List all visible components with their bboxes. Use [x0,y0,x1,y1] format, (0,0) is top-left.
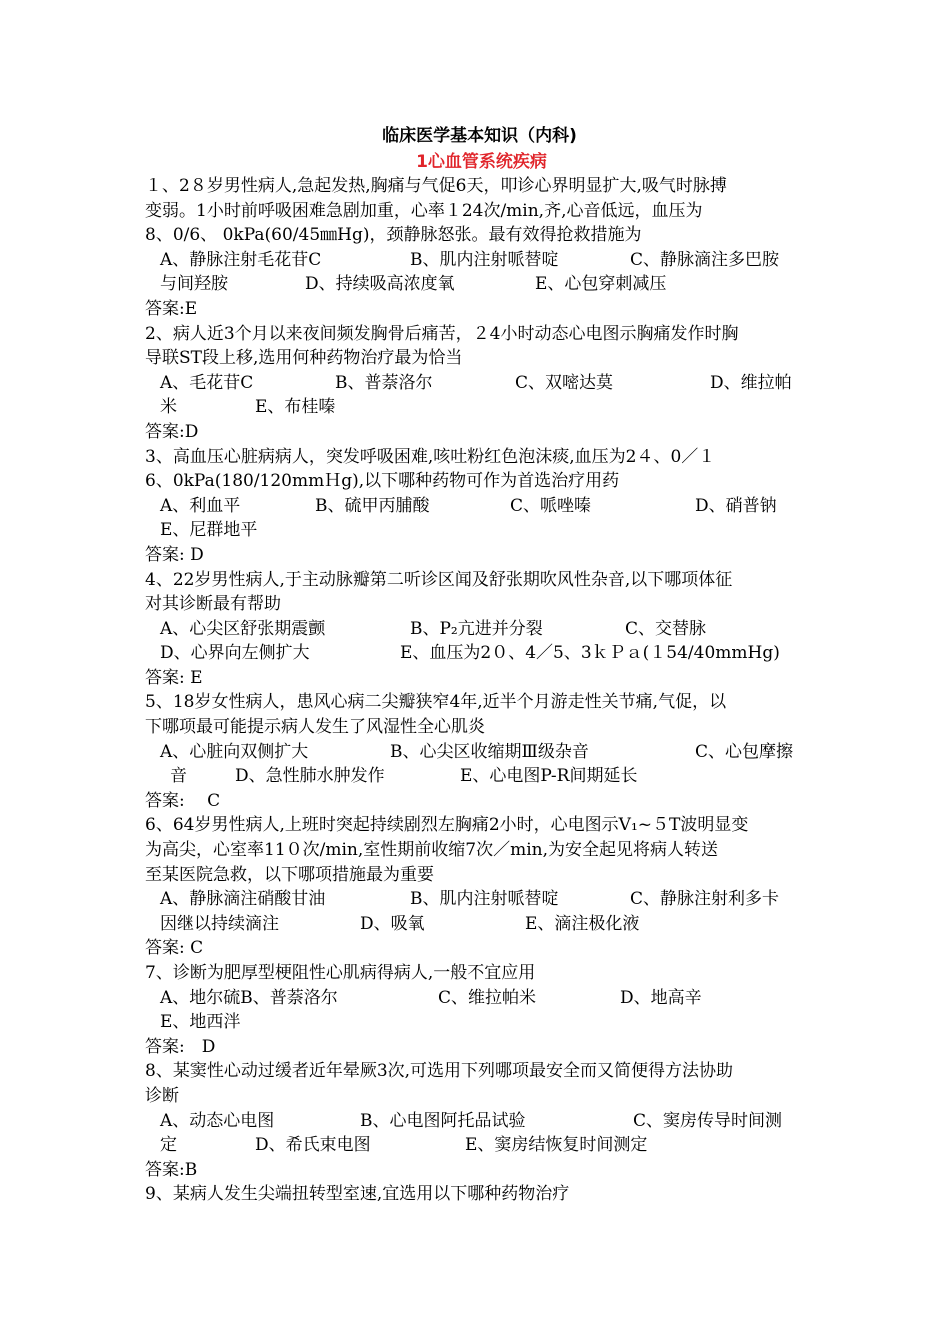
answer-option: B、硫甲丙脯酸 [315,495,430,516]
answer-option: A、静脉滴注硝酸甘油 [160,889,326,910]
answer-key: 答案: C [145,938,204,959]
question-stem-line: 下哪项最可能提示病人发生了风湿性全心肌炎 [145,717,485,738]
question-item [145,690,810,813]
option-row [145,1010,810,1035]
question-stem-line: 8、0/6、 0kPa(60/45㎜Hg)，颈静脉怒张。最有效得抢救措施为 [145,225,642,246]
answer-option: E、血压为2０、4／5、3ｋＰａ(１54/40mmHg) [400,643,780,664]
question-stem-line: 对其诊断最有帮助 [145,594,281,615]
answer-option: A、心尖区舒张期震颤 [160,618,326,639]
answer-option: B、肌内注射哌替啶 [410,889,559,910]
option-row [145,272,810,297]
answer-option: A、地尔硫B、普萘洛尔 [160,987,338,1008]
option-row [145,518,810,543]
question-item [145,445,810,568]
question-stem-line: 9、某病人发生尖端扭转型室速,宜选用以下哪种药物治疗 [145,1184,570,1205]
option-row [145,912,810,937]
answer-option: B、心电图阿托品试验 [360,1110,526,1131]
question-stem-line: 变弱。1小时前呼吸困难急剧加重，心率１24次/min,齐,心音低远，血压为 [145,200,703,221]
answer-option: E、窦房结恢复时间测定 [465,1135,648,1156]
question-item [145,1059,810,1182]
question-stem-line: 2、病人近3个月以来夜间频发胸骨后痛苦，２4小时动态心电图示胸痛发作时胸 [145,323,739,344]
answer-option: A、静脉注射毛花苷C [160,249,322,270]
option-row [145,764,810,789]
answer-key: 答案:D [145,421,199,442]
answer-option: B、肌内注射哌替啶 [410,249,559,270]
answer-option: D、急性肺水肿发作 [235,766,385,787]
answer-option: 定 [160,1135,177,1156]
answer-option: D、持续吸高浓度氧 [305,274,455,295]
option-row [145,641,810,666]
question-stem-line: 4、22岁男性病人,于主动脉瓣第二听诊区闻及舒张期吹风性杂音,以下哪项体征 [145,569,733,590]
answer-option: A、利血平 [160,495,241,516]
section-heading: 1心血管系统疾病 [416,152,547,172]
question-item [145,1182,810,1207]
question-stem-line: 为高尖，心室率11０次/min,室性期前收缩7次／min,为安全起见将病人转送 [145,840,718,861]
answer-key: 答案:E [145,298,198,319]
option-row [145,1133,810,1158]
answer-option: 米 [160,397,177,418]
answer-option: A、心脏向双侧扩大 [160,741,309,762]
document-page [145,122,810,1207]
answer-key: 答案: D [145,544,204,565]
option-row [145,1109,810,1134]
answer-option: C、交替脉 [625,618,707,639]
option-row [145,740,810,765]
question-stem-line: 8、某窦性心动过缓者近年晕厥3次,可选用下列哪项最安全而又简便得方法协助 [145,1061,734,1082]
question-stem-line: 导联ST段上移,选用何种药物治疗最为恰当 [145,348,463,369]
answer-option: D、心界向左侧扩大 [160,643,310,664]
option-row [145,617,810,642]
question-item [145,813,810,961]
question-item [145,174,810,322]
answer-option: 音 [170,766,187,787]
answer-option: B、心尖区收缩期Ⅲ级杂音 [390,741,589,762]
answer-key: 答案:B [145,1159,198,1180]
answer-option: D、希氏束电图 [255,1135,371,1156]
answer-option: C、静脉注射利多卡 [630,889,780,910]
question-item [145,961,810,1059]
answer-option: E、心包穿刺减压 [535,274,667,295]
answer-option: 因继以持续滴注 [160,913,279,934]
option-row [145,248,810,273]
answer-option: C、窦房传导时间测 [633,1110,783,1131]
option-row [145,986,810,1011]
answer-option: E、心电图P-R间期延长 [460,766,638,787]
answer-option: A、毛花苷C [160,372,254,393]
answer-option: E、地西泮 [160,1012,241,1033]
answer-option: E、布桂嗪 [255,397,336,418]
option-row [145,494,810,519]
option-row [145,395,810,420]
question-stem-line: 6、64岁男性病人,上班时突起持续剧烈左胸痛2小时，心电图示V₁~５T波明显变 [145,815,749,836]
answer-option: D、吸氧 [360,913,425,934]
answer-option: C、静脉滴注多巴胺 [630,249,780,270]
document-title: 临床医学基本知识（内科) [382,126,577,146]
question-stem-line: 6、0kPa(180/120mmＨg),以下哪种药物可作为首选治疗用药 [145,471,620,492]
answer-key: 答案: E [145,667,203,688]
option-row [145,371,810,396]
answer-option: B、普萘洛尔 [335,372,433,393]
question-stem-line: 3、高血压心脏病病人，突发呼吸困难,咳吐粉红色泡沫痰,血压为2４、0／１ [145,446,716,467]
answer-option: C、哌唑嗪 [510,495,592,516]
answer-option: B、P₂亢进并分裂 [410,618,543,639]
answer-option: A、动态心电图 [160,1110,275,1131]
question-stem-line: 5、18岁女性病人，患风心病二尖瓣狭窄4年,近半个月游走性关节痛,气促，以 [145,692,727,713]
answer-key: 答案: D [145,1036,216,1057]
answer-option: E、尼群地平 [160,520,258,541]
answer-key: 答案: C [145,790,221,811]
question-list [145,174,810,1207]
answer-option: D、维拉帕 [710,372,792,393]
answer-option: C、双嘧达莫 [515,372,614,393]
question-stem-line: 诊断 [145,1085,179,1106]
answer-option: D、硝普钠 [695,495,777,516]
question-stem-line: １、2８岁男性病人,急起发热,胸痛与气促6天，叩诊心界明显扩大,吸气时脉搏 [145,176,727,196]
question-stem-line: 至某医院急救，以下哪项措施最为重要 [145,864,434,885]
question-item [145,322,810,445]
question-stem-line: 7、诊断为肥厚型梗阻性心肌病得病人,一般不宜应用 [145,963,536,983]
answer-option: C、维拉帕米 [438,987,537,1008]
option-row [145,887,810,912]
question-item [145,568,810,691]
answer-option: 与间羟胺 [160,274,228,295]
answer-option: E、滴注极化液 [525,913,640,934]
answer-option: D、地高辛 [620,987,702,1008]
answer-option: C、心包摩擦 [695,741,794,762]
